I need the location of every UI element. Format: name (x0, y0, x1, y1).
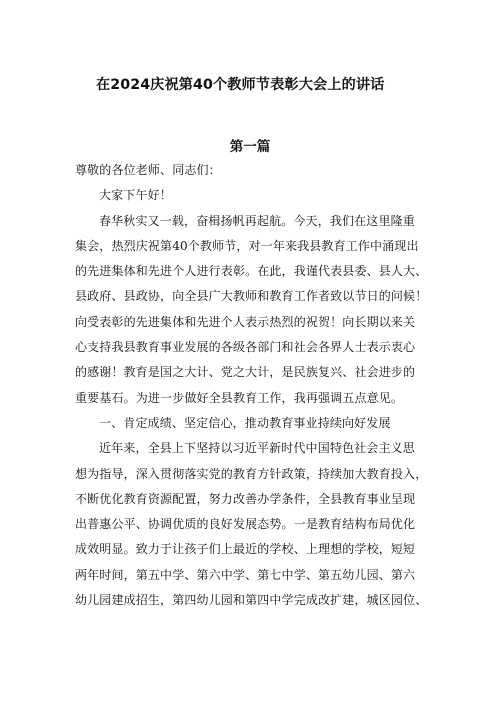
paragraph-line: 向受表彰的先进集体和先进个人表示热烈的祝贺！向长期以来关 (75, 314, 416, 329)
salutation-line: 尊敬的各位老师、同志们： (75, 163, 221, 177)
paragraph-line: 心支持我县教育事业发展的各级各部门和社会各界人士表示衷心 (75, 340, 416, 355)
paragraph-line: 不断优化教育资源配置，努力改善办学条件，全县教育事业呈现 (75, 491, 416, 506)
paragraph-line: 出普惠公平、协调优质的良好发展态势。一是教育结构布局优化 (75, 517, 416, 532)
paragraph-line: 两年时间，第五中学、第六中学、第七中学、第五幼儿园、第六 (75, 567, 416, 582)
paragraph-line: 的先进集体和先进个人进行表彰。在此，我谨代表县委、县人大、 (75, 264, 428, 279)
paragraph-line: 成效明显。致力于让孩子们上最近的学校、上理想的学校，短短 (75, 542, 416, 557)
document-body (75, 158, 435, 613)
section-title: 第一篇 (229, 139, 271, 155)
paragraph-line: 想为指导，深入贯彻落实党的教育方针政策，持续加大教育投入， (75, 466, 428, 481)
document-title: 在2024庆祝第40个教师节表彰大会上的讲话 (96, 77, 385, 93)
paragraph-line: 近年来，全县上下坚持以习近平新时代中国特色社会主义思 (99, 441, 415, 456)
paragraph-line: 的感谢！教育是国之大计、党之大计，是民族复兴、社会进步的 (75, 365, 416, 380)
paragraph-line: 县政府、县政协，向全县广大教师和教育工作者致以节日的问候！ (75, 289, 428, 304)
paragraph-line: 幼儿园建成招生，第四幼儿园和第四中学完成改扩建，城区园位、 (75, 593, 428, 608)
paragraph-line: 春华秋实又一载，奋楫扬帆再起航。今天，我们在这里隆重 (99, 213, 415, 228)
paragraph-line: 重要基石。为进一步做好全县教育工作，我再强调五点意见。 (75, 390, 404, 405)
greeting-line: 大家下午好！ (99, 188, 172, 203)
paragraph-line: 集会，热烈庆祝第40个教师节，对一年来我县教育工作中涌现出 (75, 238, 419, 253)
heading-line: 一、肯定成绩、坚定信心，推动教育事业持续向好发展 (99, 415, 391, 430)
